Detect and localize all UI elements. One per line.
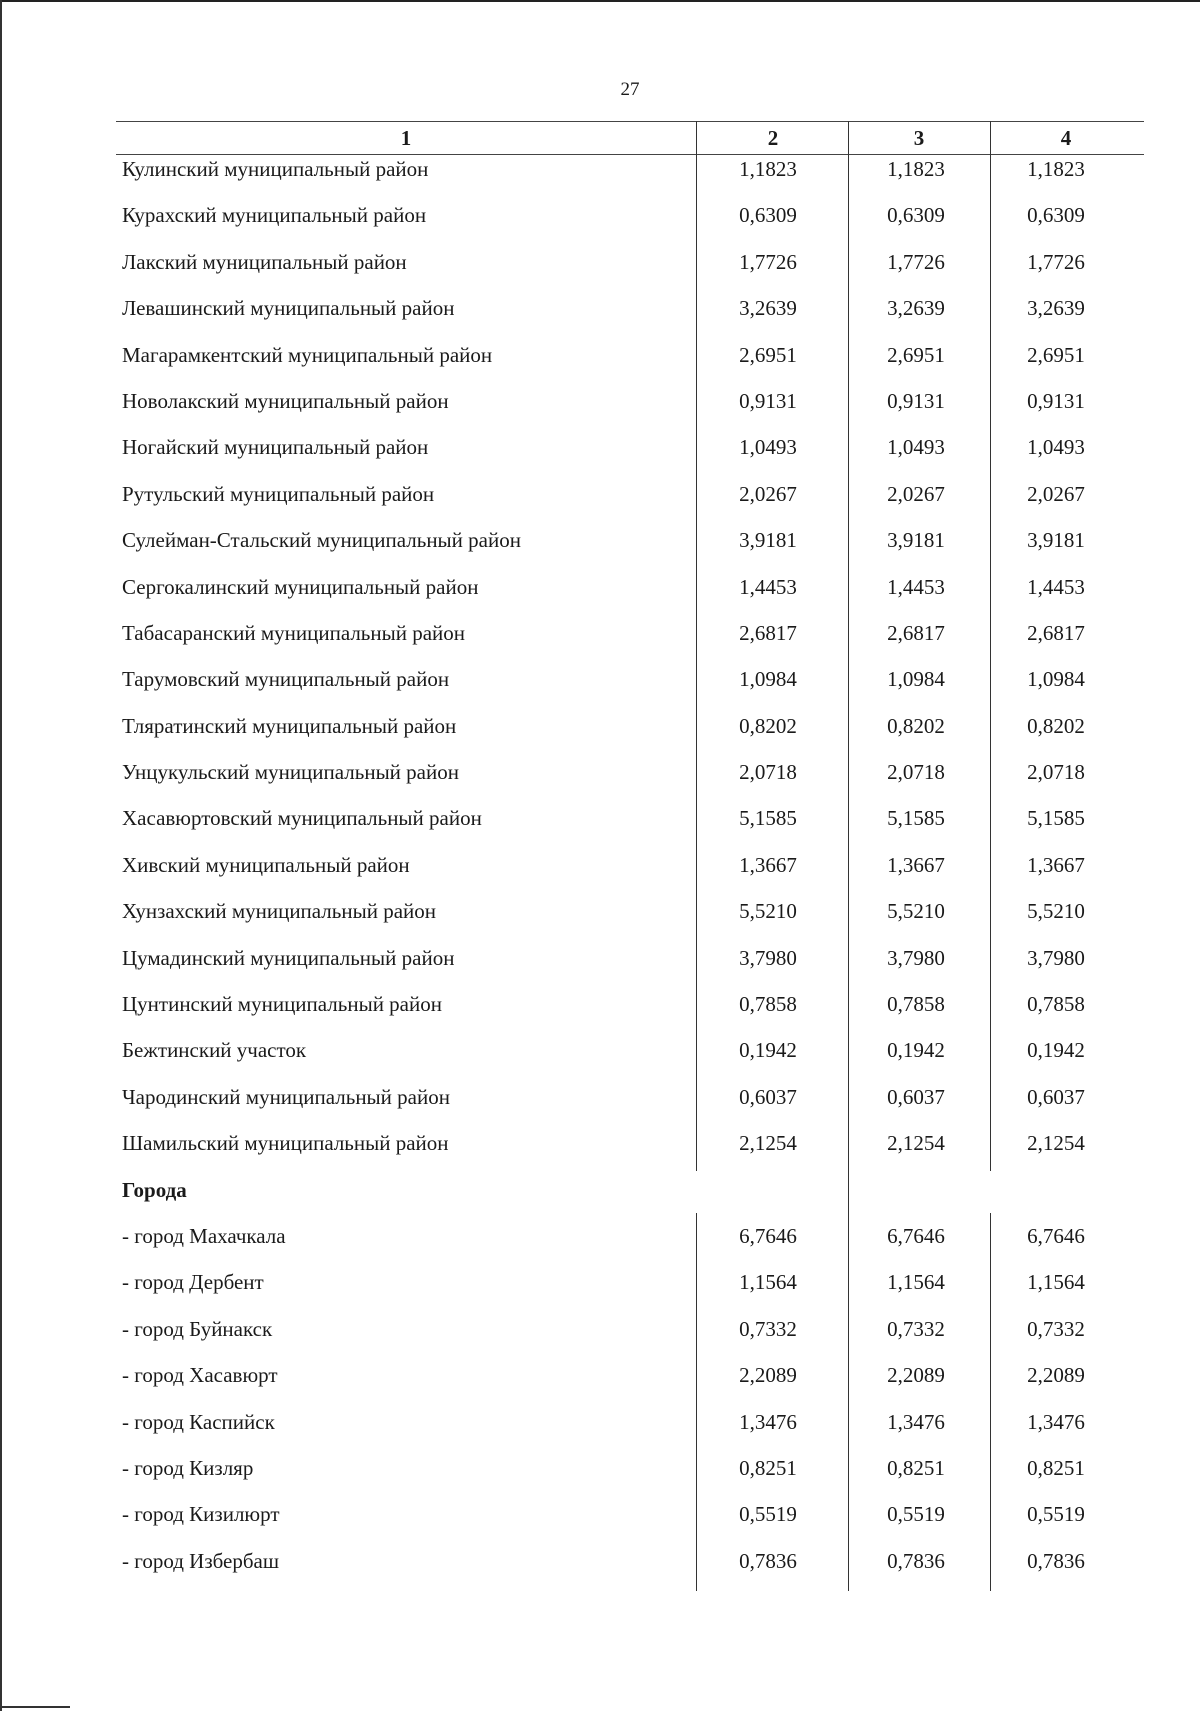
col4-value: 2,1254 <box>1027 1131 1085 1156</box>
col4-value: 2,0267 <box>1027 481 1085 506</box>
row-label: Хивский муниципальный район <box>122 852 410 877</box>
col3-value: 0,6309 <box>887 203 945 228</box>
row-label: - город Дербент <box>122 1270 264 1295</box>
table-row <box>116 250 1144 296</box>
col2-value: 1,3667 <box>739 852 797 877</box>
col4-value: 0,7858 <box>1027 992 1085 1017</box>
col4-value: 0,6309 <box>1027 203 1085 228</box>
col2-value: 1,7726 <box>739 249 797 274</box>
row-label: - город Каспийск <box>122 1409 275 1434</box>
table-row <box>116 157 1144 203</box>
table-row <box>116 667 1144 713</box>
row-label: Шамильский муниципальный район <box>122 1131 449 1156</box>
table-row <box>116 853 1144 899</box>
row-label: Тарумовский муниципальный район <box>122 667 450 692</box>
row-label: Левашинский муниципальный район <box>122 296 455 321</box>
col3-value: 0,7858 <box>887 992 945 1017</box>
col3-value: 2,0267 <box>887 481 945 506</box>
col2-value: 0,1942 <box>739 1038 797 1063</box>
col3-value: 2,6817 <box>887 620 945 645</box>
col4-value: 2,2089 <box>1027 1363 1085 1388</box>
table-body <box>116 157 1144 1595</box>
header-col-3: 3 <box>913 126 925 150</box>
row-label: Чародинский муниципальный район <box>122 1084 450 1109</box>
col2-value: 3,9181 <box>739 528 797 553</box>
col2-value: 2,0718 <box>739 760 797 785</box>
col2-value: 2,0267 <box>739 481 797 506</box>
col4-value: 3,2639 <box>1027 296 1085 321</box>
col2-value: 1,4453 <box>739 574 797 599</box>
col4-value: 1,3476 <box>1027 1409 1085 1434</box>
col3-value: 1,1823 <box>887 157 945 181</box>
row-label: Хасавюртовский муниципальный район <box>122 806 482 831</box>
row-label: Сергокалинский муниципальный район <box>122 574 479 599</box>
col3-value: 0,6037 <box>887 1084 945 1109</box>
col2-value: 6,7646 <box>739 1223 797 1248</box>
row-label: Бежтинский участок <box>122 1038 307 1063</box>
col2-value: 3,2639 <box>739 296 797 321</box>
table-row <box>116 1549 1144 1595</box>
scan-border-top <box>0 0 1200 2</box>
row-label: - город Кизилюрт <box>122 1502 280 1527</box>
table-row <box>116 528 1144 574</box>
row-label: Унцукульский муниципальный район <box>122 760 459 785</box>
row-label: Цумадинский муниципальный район <box>122 945 455 970</box>
section-row-cities <box>116 1178 1144 1224</box>
col2-value: 2,6817 <box>739 620 797 645</box>
col3-value: 1,0984 <box>887 667 945 692</box>
row-label: Тляратинский муниципальный район <box>122 713 457 738</box>
col4-value: 0,5519 <box>1027 1502 1085 1527</box>
col2-value: 1,3476 <box>739 1409 797 1434</box>
table-row <box>116 621 1144 667</box>
table-row <box>116 1038 1144 1084</box>
col3-value: 1,3476 <box>887 1409 945 1434</box>
col2-value: 2,6951 <box>739 342 797 367</box>
row-label: Ногайский муниципальный район <box>122 435 429 460</box>
row-label: Курахский муниципальный район <box>122 203 427 228</box>
col2-value: 0,7836 <box>739 1548 797 1573</box>
col3-value: 1,1564 <box>887 1270 945 1295</box>
table-row <box>116 1456 1144 1502</box>
col4-value: 2,6817 <box>1027 620 1085 645</box>
col4-value: 1,4453 <box>1027 574 1085 599</box>
col4-value: 5,5210 <box>1027 899 1085 924</box>
row-label: Новолакский муниципальный район <box>122 388 449 413</box>
header-col-4: 4 <box>1060 126 1072 150</box>
scan-border-left <box>0 0 2 1711</box>
row-label: Цунтинский муниципальный район <box>122 992 442 1017</box>
table-row <box>116 1224 1144 1270</box>
col4-value: 1,1823 <box>1027 157 1085 181</box>
col2-value: 1,0984 <box>739 667 797 692</box>
col4-value: 0,6037 <box>1027 1084 1085 1109</box>
table-row <box>116 946 1144 992</box>
row-label: Рутульский муниципальный район <box>122 481 435 506</box>
table-row <box>116 1410 1144 1456</box>
table-row <box>116 435 1144 481</box>
col4-value: 6,7646 <box>1027 1223 1085 1248</box>
col4-value: 5,1585 <box>1027 806 1085 831</box>
col3-value: 0,8251 <box>887 1455 945 1480</box>
table-row <box>116 714 1144 760</box>
col4-value: 0,9131 <box>1027 388 1085 413</box>
col2-value: 1,0493 <box>739 435 797 460</box>
header-col-1: 1 <box>400 126 412 150</box>
table-header-row <box>116 121 1144 154</box>
table-row <box>116 1363 1144 1409</box>
table-row <box>116 296 1144 342</box>
row-label: Табасаранский муниципальный район <box>122 620 466 645</box>
col3-value: 3,7980 <box>887 945 945 970</box>
col4-value: 1,0984 <box>1027 667 1085 692</box>
table-row <box>116 343 1144 389</box>
col3-value: 0,5519 <box>887 1502 945 1527</box>
scan-border-bottom <box>0 1706 70 1708</box>
table-row <box>116 1270 1144 1316</box>
col2-value: 3,7980 <box>739 945 797 970</box>
col3-value: 3,2639 <box>887 296 945 321</box>
col2-value: 0,8251 <box>739 1455 797 1480</box>
col2-value: 0,7858 <box>739 992 797 1017</box>
col3-value: 5,1585 <box>887 806 945 831</box>
col2-value: 0,7332 <box>739 1316 797 1341</box>
table-row <box>116 482 1144 528</box>
row-label: Хунзахский муниципальный район <box>122 899 436 924</box>
col4-value: 3,7980 <box>1027 945 1085 970</box>
table-row <box>116 806 1144 852</box>
row-label: Сулейман-Стальский муниципальный район <box>122 528 521 553</box>
col3-value: 2,1254 <box>887 1131 945 1156</box>
col3-value: 2,2089 <box>887 1363 945 1388</box>
row-label: - город Избербаш <box>122 1548 280 1573</box>
table-row <box>116 389 1144 435</box>
col3-value: 1,4453 <box>887 574 945 599</box>
col4-value: 0,7836 <box>1027 1548 1085 1573</box>
row-label: - город Буйнакск <box>122 1316 273 1341</box>
row-label: - город Махачкала <box>122 1223 286 1248</box>
col3-value: 1,0493 <box>887 435 945 460</box>
col4-value: 1,7726 <box>1027 249 1085 274</box>
col3-value: 0,1942 <box>887 1038 945 1063</box>
table-row <box>116 1085 1144 1131</box>
col3-value: 0,7332 <box>887 1316 945 1341</box>
section-title: Города <box>122 1177 187 1202</box>
col4-value: 1,1564 <box>1027 1270 1085 1295</box>
col2-value: 0,9131 <box>739 388 797 413</box>
table-row <box>116 575 1144 621</box>
col2-value: 2,1254 <box>739 1131 797 1156</box>
col3-value: 0,7836 <box>887 1548 945 1573</box>
col4-value: 1,3667 <box>1027 852 1085 877</box>
col2-value: 5,1585 <box>739 806 797 831</box>
col2-value: 1,1564 <box>739 1270 797 1295</box>
col4-value: 0,8202 <box>1027 713 1085 738</box>
col4-value: 0,7332 <box>1027 1316 1085 1341</box>
col3-value: 0,8202 <box>887 713 945 738</box>
col4-value: 1,0493 <box>1027 435 1085 460</box>
col2-value: 5,5210 <box>739 899 797 924</box>
col2-value: 2,2089 <box>739 1363 797 1388</box>
col3-value: 3,9181 <box>887 528 945 553</box>
row-label: Кулинский муниципальный район <box>122 157 429 181</box>
row-label: - город Хасавюрт <box>122 1363 278 1388</box>
col4-value: 3,9181 <box>1027 528 1085 553</box>
col3-value: 5,5210 <box>887 899 945 924</box>
row-label: Магарамкентский муниципальный район <box>122 342 493 367</box>
col3-value: 1,3667 <box>887 852 945 877</box>
col2-value: 1,1823 <box>739 157 797 181</box>
header-col-2: 2 <box>767 126 779 150</box>
col4-value: 2,6951 <box>1027 342 1085 367</box>
table-row <box>116 899 1144 945</box>
col3-value: 2,0718 <box>887 760 945 785</box>
col3-value: 6,7646 <box>887 1223 945 1248</box>
col4-value: 0,1942 <box>1027 1038 1085 1063</box>
table-row <box>116 1317 1144 1363</box>
col4-value: 0,8251 <box>1027 1455 1085 1480</box>
col2-value: 0,8202 <box>739 713 797 738</box>
col2-value: 0,6037 <box>739 1084 797 1109</box>
page-number: 27 <box>620 79 640 100</box>
row-label: Лакский муниципальный район <box>122 249 407 274</box>
col3-value: 0,9131 <box>887 388 945 413</box>
col2-value: 0,5519 <box>739 1502 797 1527</box>
table-row <box>116 203 1144 249</box>
col4-value: 2,0718 <box>1027 760 1085 785</box>
table-row <box>116 992 1144 1038</box>
table-row <box>116 760 1144 806</box>
row-label: - город Кизляр <box>122 1455 254 1480</box>
col3-value: 1,7726 <box>887 249 945 274</box>
col2-value: 0,6309 <box>739 203 797 228</box>
table-row <box>116 1502 1144 1548</box>
col3-value: 2,6951 <box>887 342 945 367</box>
table-row <box>116 1131 1144 1177</box>
